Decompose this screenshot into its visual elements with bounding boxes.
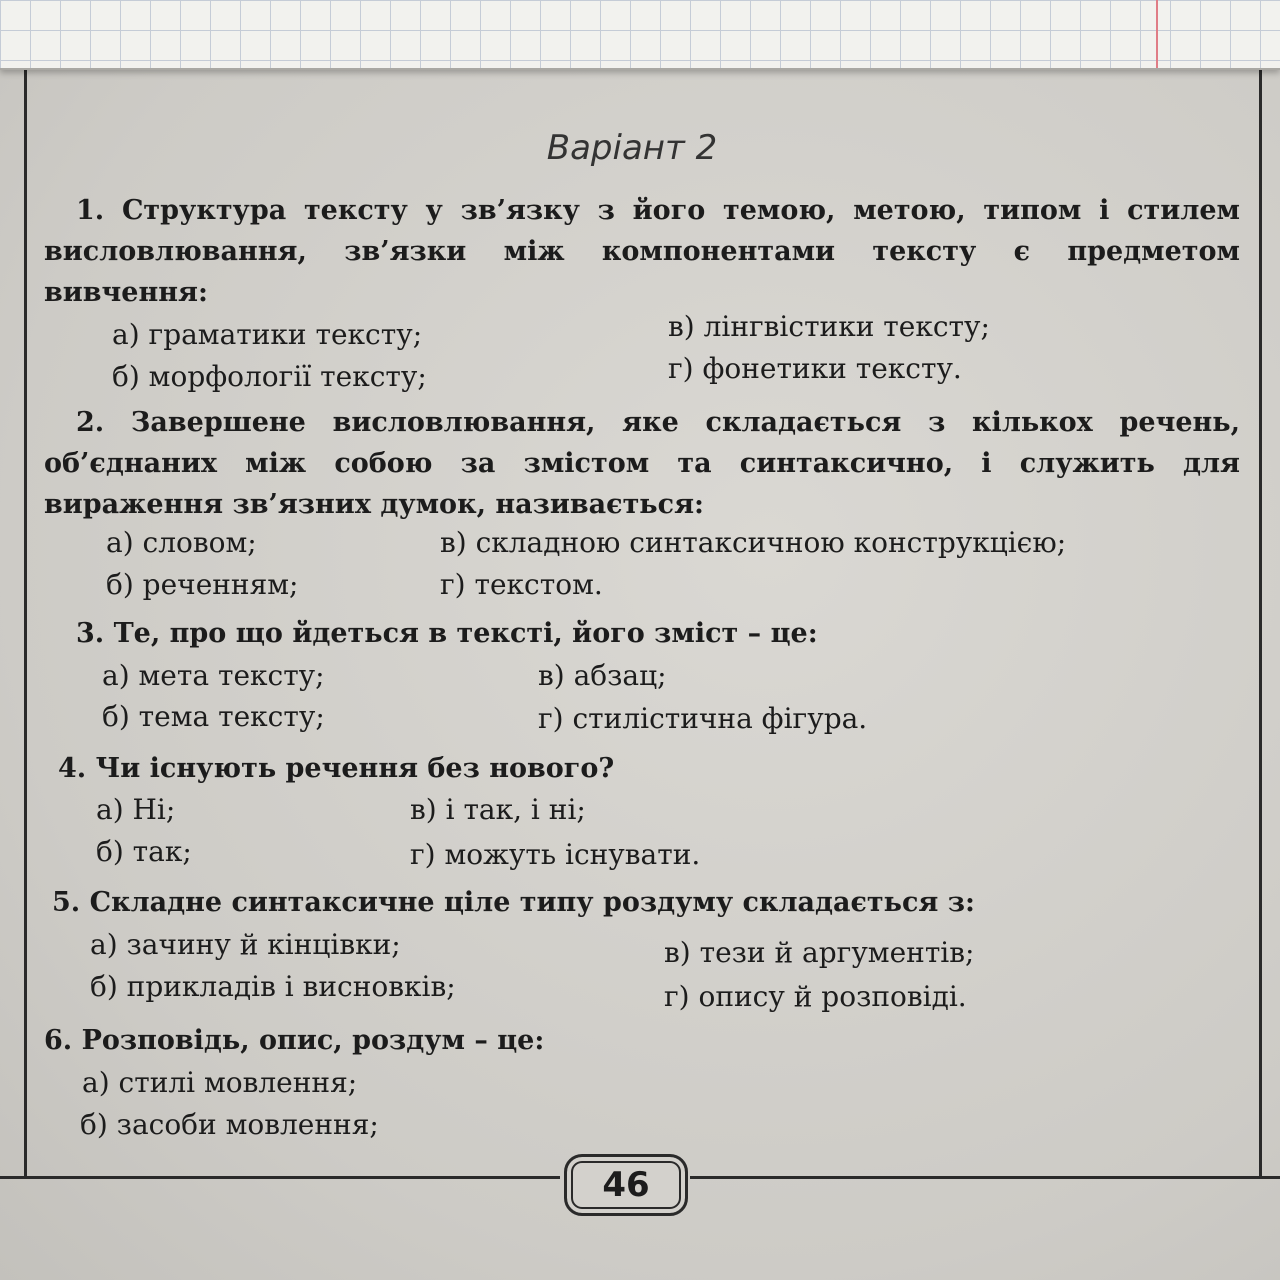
textbook-page	[0, 60, 1280, 1280]
margin-line	[1156, 0, 1158, 68]
question-4	[44, 748, 1240, 789]
option-v: в) тези й аргументів;	[664, 936, 975, 969]
question-6	[44, 1020, 1240, 1061]
page-number: 46	[602, 1165, 650, 1205]
question-number: 6.	[44, 1025, 73, 1056]
option-b: б) тема тексту;	[102, 700, 325, 733]
question-number: 1.	[76, 195, 105, 226]
option-a: а) мета тексту;	[102, 659, 325, 692]
option-g: г) текстом.	[440, 568, 603, 601]
option-g: г) можуть існувати.	[410, 838, 701, 871]
variant-title: Варіант 2	[546, 128, 718, 168]
option-b: б) прикладів і висновків;	[90, 970, 456, 1003]
question-text: Структура тексту у зв’язку з його темою, метою, типом і стилем висловлювання, зв’язки між компонентами тексту є предметом вивчення:	[44, 195, 1240, 308]
page-number-badge	[564, 1154, 688, 1216]
option-b: б) реченням;	[106, 568, 299, 601]
option-a: а) словом;	[106, 526, 257, 559]
bottom-rule-left	[0, 1176, 560, 1179]
notebook-grid-sheet	[0, 0, 1280, 70]
option-a: а) Ні;	[96, 793, 176, 826]
question-5	[44, 882, 1240, 923]
option-a: а) стилі мовлення;	[82, 1066, 358, 1099]
bottom-rule-right	[690, 1176, 1280, 1179]
option-b: б) так;	[96, 835, 192, 868]
option-g: г) фонетики тексту.	[668, 352, 962, 385]
question-number: 2.	[76, 407, 105, 438]
option-v: в) абзац;	[538, 659, 667, 692]
option-a: а) зачину й кінцівки;	[90, 928, 401, 961]
question-text: Розповідь, опис, роздум – це:	[81, 1025, 545, 1056]
question-text: Чи існують речення без нового?	[95, 753, 615, 784]
option-g: г) опису й розповіді.	[664, 980, 967, 1013]
question-text: Те, про що йдеться в тексті, його зміст – це:	[113, 618, 818, 649]
question-3	[44, 613, 1240, 654]
option-b: б) морфології тексту;	[112, 360, 427, 393]
question-number: 5.	[52, 887, 81, 918]
option-v: в) лінгвістики тексту;	[668, 310, 990, 343]
option-v: в) і так, і ні;	[410, 793, 586, 826]
option-b: б) засоби мовлення;	[80, 1108, 379, 1141]
question-1	[44, 190, 1240, 313]
question-text: Завершене висловлювання, яке складається з кількох речень, об’єднаних між собою за змістом та синтаксично, і служить для вираження зв’язних думок, називається:	[44, 407, 1240, 520]
option-a: а) граматики тексту;	[112, 318, 423, 351]
option-v: в) складною синтаксичною конструкцією;	[440, 526, 1067, 559]
option-g: г) стилістична фігура.	[538, 702, 868, 735]
question-2	[44, 402, 1240, 525]
question-text: Складне синтаксичне ціле типу роздуму складається з:	[89, 887, 975, 918]
question-number: 3.	[76, 618, 105, 649]
question-number: 4.	[58, 753, 87, 784]
